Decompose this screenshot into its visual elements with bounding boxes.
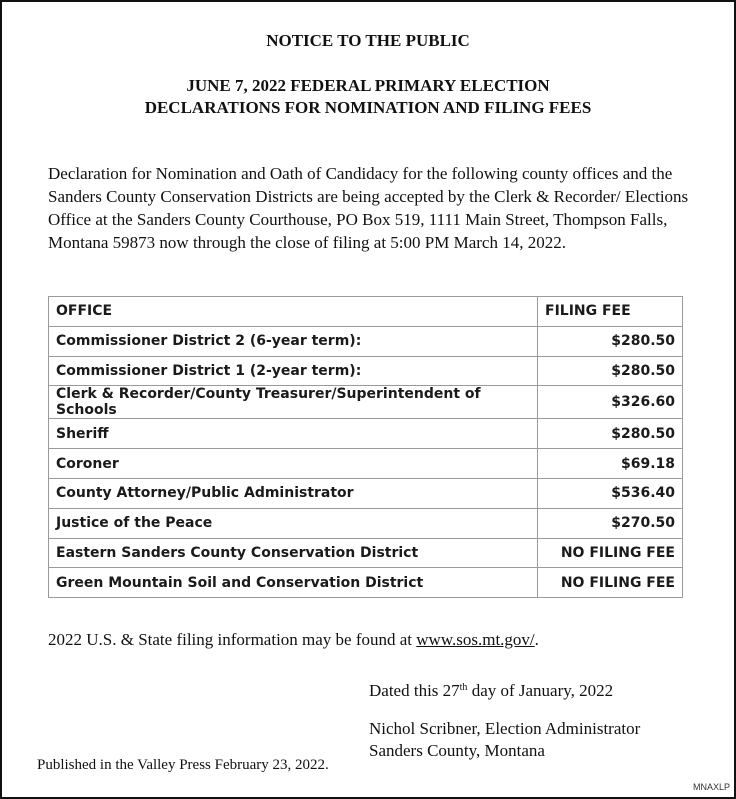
fee-cell: $280.50 (538, 326, 683, 356)
dated-suffix: day of January, 2022 (467, 681, 614, 700)
office-cell: Justice of the Peace (49, 508, 538, 538)
publication-note: Published in the Valley Press February 23, 2022. (37, 757, 329, 773)
fee-cell: $280.50 (538, 419, 683, 449)
office-cell: Green Mountain Soil and Conservation District (49, 568, 538, 598)
administrator-name: Nichol Scribner, Election Administrator (369, 719, 641, 738)
dated-line (369, 677, 613, 702)
table-row (49, 538, 683, 568)
office-cell: County Attorney/Public Administrator (49, 478, 538, 508)
table-row (49, 568, 683, 598)
notice-subtitle-declarations: DECLARATIONS FOR NOMINATION AND FILING FEES (144, 98, 592, 117)
office-cell: Clerk & Recorder/County Treasurer/Superintendent of Schools (49, 386, 538, 419)
filing-fee-table (48, 296, 683, 598)
dated-ordinal: th (459, 682, 468, 693)
table-row (49, 326, 683, 356)
fee-cell: NO FILING FEE (538, 538, 683, 568)
administrator-county: Sanders County, Montana (369, 741, 545, 760)
fee-cell: $536.40 (538, 478, 683, 508)
filing-info-text: 2022 U.S. & State filing information may be found at (48, 630, 417, 649)
fee-cell: $69.18 (538, 449, 683, 479)
office-cell: Sheriff (49, 419, 538, 449)
office-column-header: OFFICE (49, 297, 538, 327)
filing-fee-column-header: FILING FEE (538, 297, 683, 327)
signature-block (369, 718, 640, 762)
fee-cell: $280.50 (538, 356, 683, 386)
table-header-row (49, 297, 683, 327)
table-row (49, 419, 683, 449)
table-row (49, 508, 683, 538)
fee-cell: $270.50 (538, 508, 683, 538)
table-row (49, 386, 683, 419)
fee-cell: $326.60 (538, 386, 683, 419)
table-row (49, 478, 683, 508)
table-row (49, 356, 683, 386)
office-cell: Commissioner District 2 (6-year term): (49, 326, 538, 356)
dated-prefix: Dated this 27 (369, 681, 460, 700)
office-cell: Coroner (49, 449, 538, 479)
filing-info-line (48, 629, 539, 651)
table-row (49, 449, 683, 479)
notice-subtitle-election: JUNE 7, 2022 FEDERAL PRIMARY ELECTION (186, 76, 550, 95)
filing-info-end: . (534, 630, 539, 649)
office-cell: Commissioner District 1 (2-year term): (49, 356, 538, 386)
notice-title: NOTICE TO THE PUBLIC (266, 31, 470, 50)
ad-code: MNAXLP (692, 782, 730, 792)
sos-website-link[interactable]: www.sos.mt.gov/ (416, 630, 535, 649)
office-cell: Eastern Sanders County Conservation District (49, 538, 538, 568)
intro-paragraph: Declaration for Nomination and Oath of Candidacy for the following county offices and the Sanders County Conservation Districts are being accepted by the Clerk & Recorder/ Elections Office at the Sanders County Courthouse, PO Box 519, 1111 Main Street, Thompson Falls, Montana 59873 now through the close of filing at 5:00 PM March 14, 2022. (48, 164, 689, 252)
fee-cell: NO FILING FEE (538, 568, 683, 598)
